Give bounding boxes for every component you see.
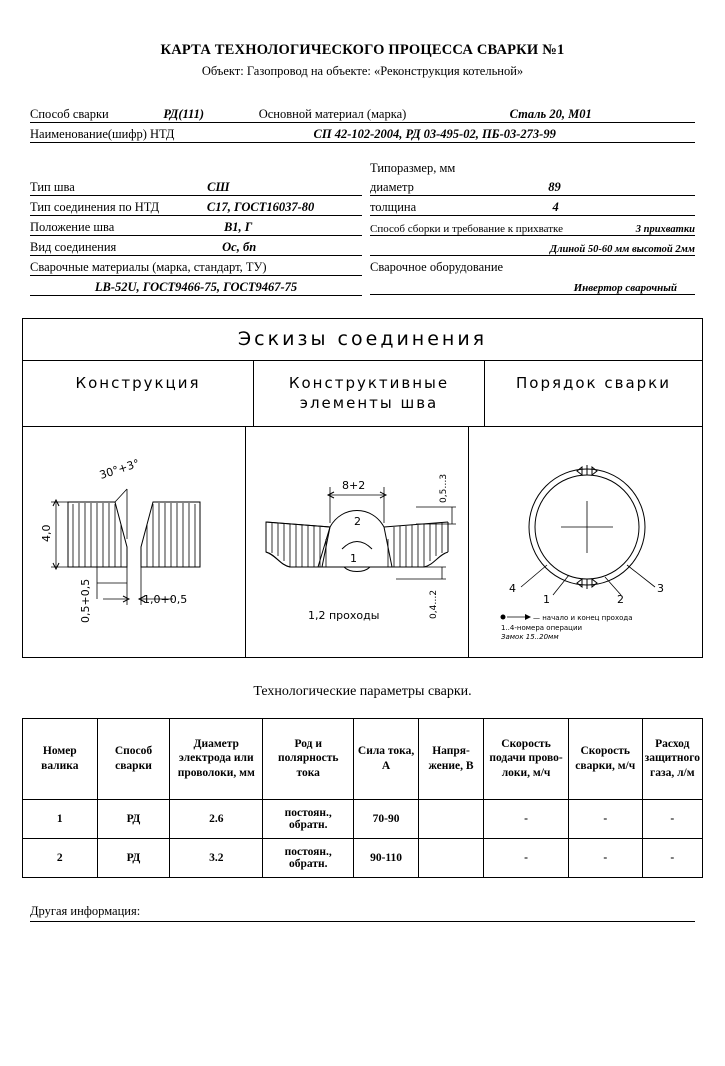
cell-welding-speed: -	[568, 799, 642, 838]
row-materials-value	[30, 276, 362, 296]
method-value: РД(111)	[163, 107, 205, 121]
passes-caption: 1,2 проходы	[308, 608, 380, 622]
col-voltage: Напря-жение, В	[418, 718, 483, 799]
form-right-column	[370, 157, 695, 296]
form-left-column	[30, 157, 362, 296]
row-joint-type	[30, 196, 362, 216]
order-number-3: 3	[657, 581, 664, 595]
other-info-label: Другая информация:	[30, 904, 695, 922]
row-size-label	[370, 157, 695, 176]
row-ntd	[30, 123, 695, 143]
order-number-2: 2	[617, 592, 624, 606]
sketch-construction	[23, 427, 246, 657]
equipment-value: Инвертор сварочный	[573, 282, 677, 294]
bead-1-number: 1	[350, 551, 357, 565]
seam-position-label: Положение шва	[30, 220, 115, 234]
cell-current: 70-90	[354, 799, 419, 838]
order-number-4: 4	[509, 581, 516, 595]
legend-line-3: Замок 15..20мм	[501, 632, 559, 641]
diameter-value: 89	[548, 180, 561, 194]
col-welding-speed: Скорость сварки, м/ч	[568, 718, 642, 799]
legend-line-1: — начало и конец прохода	[533, 613, 633, 622]
sketch-header-row	[23, 361, 702, 427]
table-row	[23, 838, 703, 877]
method-label: Способ сварки	[30, 107, 109, 121]
params-table	[22, 718, 703, 878]
thickness-label: толщина	[370, 200, 417, 214]
joint-type-value: С17, ГОСТ16037-80	[206, 200, 315, 214]
row-method	[30, 103, 695, 123]
cell-method: РД	[97, 838, 170, 877]
ntd-value: СП 42-102-2004, РД 03-495-02, ПБ-03-273-99	[313, 127, 556, 141]
cell-bead-number: 2	[23, 838, 98, 877]
sketch-title: Эскизы соединения	[23, 319, 702, 361]
col-electrode-diameter: Диаметр электрода или проволоки, мм	[170, 718, 263, 799]
legend-line-2: 1..4-номера операции	[501, 623, 583, 632]
base-material-value: Сталь 20, М01	[509, 107, 592, 121]
assembly-value: 3 прихватки	[635, 224, 695, 235]
cell-voltage	[418, 838, 483, 877]
cell-gas-consumption: -	[642, 799, 702, 838]
col-bead-number: Номер валика	[23, 718, 98, 799]
equipment-label: Сварочное оборудование	[370, 260, 504, 274]
height-label: 4,0	[40, 524, 53, 542]
diameter-label: диаметр	[370, 180, 414, 194]
tack-note: Длиной 50-60 мм высотой 2мм	[549, 244, 695, 255]
col-current-type: Род и полярность тока	[263, 718, 354, 799]
sketch-body	[23, 427, 702, 657]
row-seam-position	[30, 216, 362, 236]
table-row	[23, 799, 703, 838]
sketch-col2-line1: Конструктивные	[288, 374, 450, 392]
row-joint-kind	[30, 236, 362, 256]
cell-bead-number: 1	[23, 799, 98, 838]
sketch-col3-header: Порядок сварки	[516, 374, 671, 392]
row-assembly	[370, 216, 695, 236]
thickness-value: 4	[552, 200, 559, 214]
joint-kind-label: Вид соединения	[30, 240, 117, 254]
cell-method: РД	[97, 799, 170, 838]
order-number-1: 1	[543, 592, 550, 606]
col-method: Способ сварки	[97, 718, 170, 799]
root-gap-label: 0,5+0,5	[79, 578, 92, 623]
row-equipment-label	[370, 256, 695, 275]
materials-label: Сварочные материалы (марка, стандарт, ТУ)	[30, 260, 267, 274]
cell-wire-feed-speed: -	[484, 799, 569, 838]
cell-current-type: постоян., обратн.	[263, 838, 354, 877]
top-form	[30, 103, 695, 296]
sketch-welding-order	[469, 427, 704, 657]
gap-label: 1,0+0,5	[143, 592, 188, 606]
cell-electrode-diameter: 3.2	[170, 838, 263, 877]
base-material-label: Основной материал (марка)	[258, 107, 407, 121]
reinforcement-label: 0,5…3	[439, 473, 449, 503]
row-thickness	[370, 196, 695, 216]
page-title: КАРТА ТЕХНОЛОГИЧЕСКОГО ПРОЦЕССА СВАРКИ №1	[160, 42, 565, 58]
assembly-label: Способ сборки и требование к прихватке	[370, 223, 563, 235]
cell-voltage	[418, 799, 483, 838]
col-wire-feed-speed: Скорость подачи прово-локи, м/ч	[484, 718, 569, 799]
angle-label: 30°+3°	[97, 456, 142, 482]
document-page	[0, 42, 725, 1066]
sketch-col2-header	[254, 361, 485, 426]
seam-type-label: Тип шва	[30, 180, 75, 194]
root-reinforcement-label: 0,4…2	[429, 589, 439, 619]
cell-wire-feed-speed: -	[484, 838, 569, 877]
bead-2-number: 2	[354, 514, 361, 528]
cell-welding-speed: -	[568, 838, 642, 877]
page-subtitle: Объект: Газопровод на объекте: «Реконструкция котельной»	[201, 64, 524, 78]
params-title: Технологические параметры сварки.	[253, 683, 472, 699]
joint-type-label: Тип соединения по НТД	[30, 200, 160, 214]
row-tack-note	[370, 236, 695, 256]
cell-gas-consumption: -	[642, 838, 702, 877]
joint-kind-value: Ос, бп	[222, 240, 257, 254]
seam-position-value: В1, Г	[223, 220, 253, 234]
materials-value: LB-52U, ГОСТ9466-75, ГОСТ9467-75	[94, 280, 298, 294]
col-current: Сила тока, А	[354, 718, 419, 799]
cap-width-label: 8+2	[342, 478, 366, 492]
row-seam-type	[30, 176, 362, 196]
sketch-col2-line2: элементы шва	[299, 394, 439, 413]
ntd-label: Наименование(шифр) НТД	[30, 127, 175, 141]
cell-electrode-diameter: 2.6	[170, 799, 263, 838]
seam-type-value: СШ	[207, 180, 230, 194]
sketch-col1-header: Конструкция	[23, 361, 254, 426]
cell-current-type: постоян., обратн.	[263, 799, 354, 838]
row-diameter	[370, 176, 695, 196]
cell-current: 90-110	[354, 838, 419, 877]
params-header-row	[23, 718, 703, 799]
sketch-block	[22, 318, 703, 658]
row-equipment-value	[370, 275, 695, 295]
size-label: Типоразмер, мм	[370, 161, 456, 175]
row-materials-label	[30, 256, 362, 276]
sketch-seam-elements	[246, 427, 469, 657]
col-gas-consumption: Расход защитного газа, л/м	[642, 718, 702, 799]
